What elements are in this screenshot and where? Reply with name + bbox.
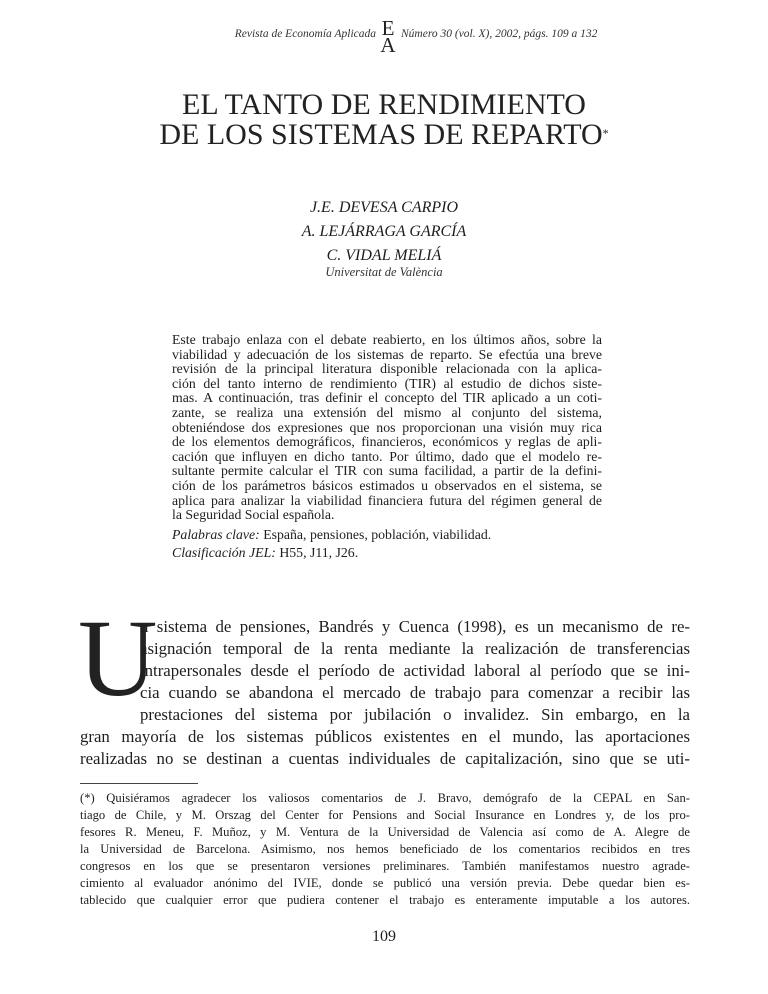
text-line: mas. A continuación, tras definir el concepto del TIR aplicado a un coti- [172,390,602,406]
text-line: asignación temporal de la renta mediante la realización de transferencias [140,639,690,658]
text-line: la Seguridad Social española. [172,507,335,523]
text-line: n sistema de pensiones, Bandrés y Cuenca (1998), es un mecanismo de re- [140,617,690,636]
text-line: cia cuando se abandona el mercado de trabajo para comenzar a recibir las [140,683,690,702]
authors [0,196,768,268]
abstract [172,333,602,523]
author: J.E. DEVESA CARPIO [309,199,459,216]
text-line: Este trabajo enlaza con el debate reabierto, en los últimos años, sobre la [172,332,602,347]
text-line: sultante permite calcular el TIR con suma facilidad, a partir de la defini- [172,463,602,479]
text-line: congresos en los que se presentaron versiones preliminares. También manifestamos nuestro agrade- [80,859,690,873]
text-line: zante, se realiza una extensión del mismo al conjunto del sistema, [172,404,602,420]
text-line: obteniéndose dos expresiones que nos proporcionan una visión muy rica [172,419,602,435]
text-line: realizadas no se destinan a cuentas individuales de capitalización, sino que se uti- [80,749,690,768]
text-line: de los elementos demográficos, financieros, económicos y reglas de apli- [172,434,602,450]
footnote [80,790,690,909]
body-text [80,616,690,770]
journal-logo: E A [380,16,396,57]
text-line: intrapersonales desde el período de actividad laboral al período que se ini- [140,661,690,680]
drop-cap: U [78,597,158,719]
journal-name: Revista de Economía Aplicada [234,28,376,40]
text-line: (*) Quisiéramos agradecer los valiosos comentarios de J. Bravo, demógrafo de la CEPAL en San- [80,791,690,805]
issue-info: Número 30 (vol. X), 2002, págs. 109 a 132 [401,28,598,40]
author: C. VIDAL MELIÁ [326,247,442,264]
title-line-1: EL TANTO DE RENDIMIENTO [182,88,586,121]
text-line: ción de los parámetros básicos estimados u observados en el sistema, se [172,477,602,493]
text-line: fesores R. Meneu, F. Muñoz, y M. Ventura de la Universidad de Valencia así como de A. Alegre de [80,825,690,839]
author: A. LEJÁRRAGA GARCÍA [301,223,467,240]
keywords: Palabras clave: España, pensiones, población, viabilidad. [172,527,492,542]
text-line: ción del tanto interno de rendimiento (TIR) al estudio de dichos siste- [172,375,602,391]
footnote-mark[interactable]: * [602,126,609,140]
text-line: la Universidad de Barcelona. Asimismo, nos hemos beneficiado de los comentarios recibidos en tres [80,842,690,856]
text-line: aplica para analizar la viabilidad financiera futura del régimen general de [172,492,602,508]
text-line: gran mayoría de los sistemas públicos existentes en el mundo, las aportaciones [80,727,690,746]
text-line: tablecido que cualquier error que pudiera contener el trabajo es enteramente imputable a los autores. [80,893,690,907]
text-line: cimiento al evaluador anónimo del IVIE, donde se publicó una versión previa. Debe quedar bien es- [80,876,690,890]
page-number: 109 [372,928,396,945]
text-line: viabilidad y adecuación de los sistemas de reparto. Se efectúa una breve [172,346,602,362]
text-line: cación que influyen en dicho tanto. Por último, dado que el modelo re- [172,448,602,464]
text-line: prestaciones del sistema por jubilación o invalidez. Sin embargo, en la [140,705,690,724]
text-line: tiago de Chile, y M. Orszag del Center for Pensions and Social Insurance en Londres y, de los pro- [80,808,690,822]
text-line: revisión de la principal literatura disponible relacionada con la aplica- [172,361,602,377]
title-line-2: DE LOS SISTEMAS DE REPARTO* [159,118,609,151]
affiliation: Universitat de València [325,265,443,279]
footnote-rule [80,783,198,784]
jel-classification: Clasificación JEL: H55, J11, J26. [172,545,359,560]
